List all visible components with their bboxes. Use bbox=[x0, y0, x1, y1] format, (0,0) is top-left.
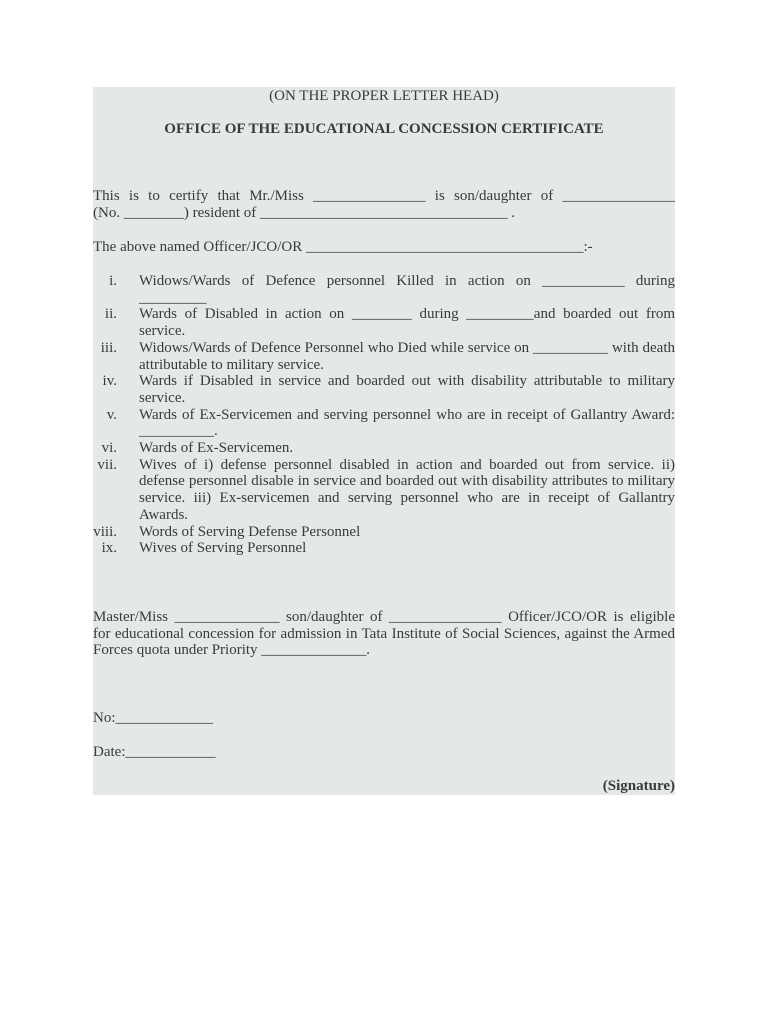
certificate-document bbox=[93, 87, 675, 795]
list-item bbox=[93, 306, 675, 339]
certificate-number-field: No:_____________ bbox=[93, 710, 213, 726]
list-item bbox=[93, 524, 675, 541]
list-item-number: iii. bbox=[100, 339, 117, 356]
certify-paragraph bbox=[93, 188, 675, 221]
list-item-text: Words of Serving Defense Personnel bbox=[139, 523, 361, 540]
list-item bbox=[93, 440, 675, 457]
list-item-text: Wards if Disabled in service and boarded out with disability attributable to military service. bbox=[139, 373, 675, 406]
certificate-title: OFFICE OF THE EDUCATIONAL CONCESSION CERTIFICATE bbox=[164, 121, 604, 137]
certify-line-1: This is to certify that Mr./Miss _______________ is son/daughter of _______________ bbox=[93, 188, 675, 204]
list-item bbox=[93, 457, 675, 524]
letterhead-note: (ON THE PROPER LETTER HEAD) bbox=[269, 88, 499, 104]
list-item-text: Wards of Disabled in action on ________ during _________and boarded out from service. bbox=[139, 306, 675, 340]
list-item-text: Wards of Ex-Servicemen. bbox=[139, 440, 294, 457]
certify-line-2: (No. ________) resident of _________________________________ . bbox=[93, 204, 516, 221]
certificate-date-field: Date:____________ bbox=[93, 744, 216, 760]
list-item-text: Wards of Ex-Servicemen and serving personnel who are in receipt of Gallantry Award: __________. bbox=[139, 406, 675, 440]
list-item-number: viii. bbox=[93, 523, 117, 540]
list-item-number: iv. bbox=[102, 373, 117, 390]
list-item-number: ii. bbox=[104, 306, 117, 323]
list-item-text: Wives of Serving Personnel bbox=[139, 540, 307, 557]
category-list bbox=[93, 273, 675, 557]
signature-label: (Signature) bbox=[602, 778, 675, 794]
list-item-number: vi. bbox=[101, 440, 117, 457]
list-item bbox=[93, 273, 675, 306]
eligibility-paragraph: Master/Miss ______________ son/daughter of _______________ Officer/JCO/OR is eligible for educational concession for admission in Tata Institute of Social Sciences, against the Armed Forces quota under Priority ______________. bbox=[93, 609, 675, 659]
list-item-number: ix. bbox=[101, 540, 117, 557]
list-item-number: vii. bbox=[97, 456, 117, 473]
above-named-line: The above named Officer/JCO/OR _____________________________________:- bbox=[93, 239, 593, 255]
list-item bbox=[93, 407, 675, 440]
list-item-number: i. bbox=[109, 273, 117, 289]
list-item bbox=[93, 373, 675, 406]
list-item-text: Widows/Wards of Defence personnel Killed in action on ___________ during _________ bbox=[139, 273, 675, 306]
list-item bbox=[93, 540, 675, 557]
list-item bbox=[93, 340, 675, 373]
list-item-number: v. bbox=[106, 406, 117, 423]
list-item-text: Wives of i) defense personnel disabled in action and boarded out from service. ii) defense personnel disable in service and boarded out with disability attributes to military service. iii) Ex-servicemen and serving personnel who are in receipt of Gallantry Awards. bbox=[139, 456, 675, 523]
list-item-text: Widows/Wards of Defence Personnel who Died while service on __________ with death attributable to military service. bbox=[139, 339, 675, 373]
